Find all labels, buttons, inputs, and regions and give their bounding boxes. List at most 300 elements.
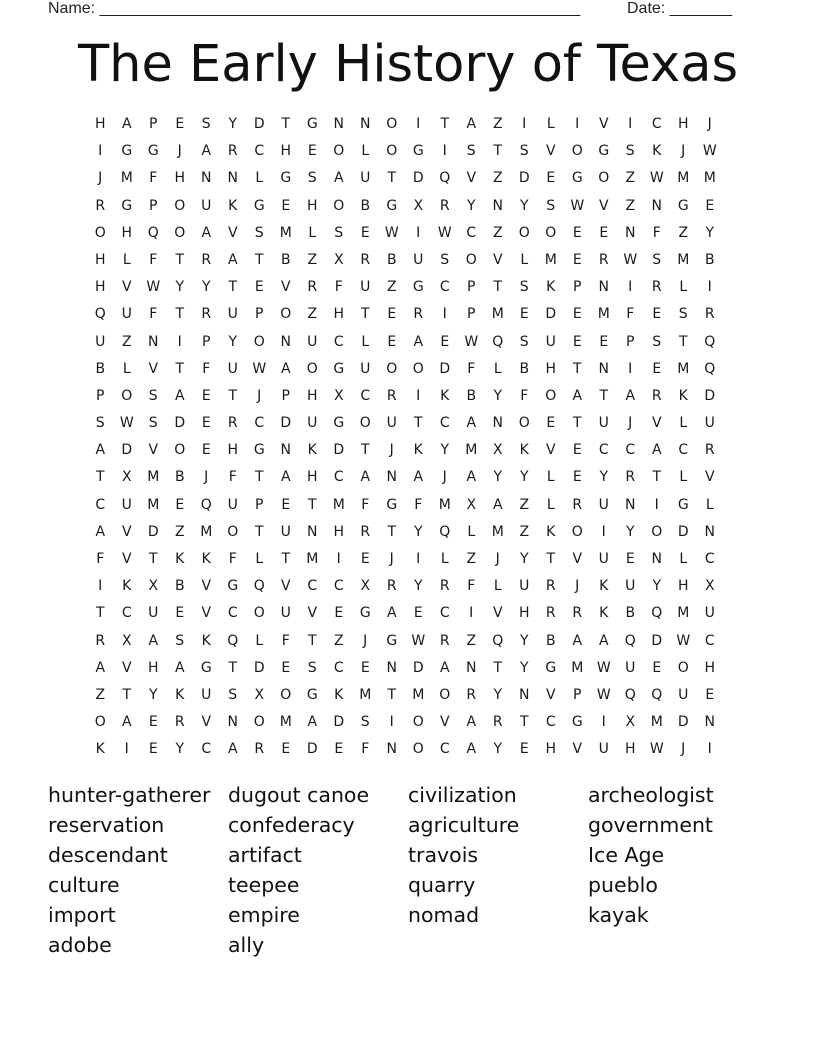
grid-letter: N [386, 659, 397, 676]
grid-letter: E [572, 333, 582, 350]
grid-letter: A [227, 741, 238, 758]
grid-letter: Z [519, 496, 530, 513]
grid-letter: U [280, 523, 291, 540]
grid-letter: F [202, 360, 211, 377]
grid-letter: W [702, 143, 717, 160]
grid-letter: Y [519, 659, 529, 676]
grid-letter: P [281, 387, 290, 404]
grid-letter: T [254, 251, 264, 268]
grid-letter: Q [492, 632, 504, 649]
grid-letter: C [333, 469, 344, 486]
grid-letter: G [253, 197, 265, 214]
grid-letter: U [360, 360, 371, 377]
grid-letter: Y [175, 279, 185, 296]
grid-letter: H [333, 306, 345, 323]
grid-letter: I [654, 496, 659, 513]
grid-letter: T [360, 306, 370, 323]
grid-letter: O [412, 741, 424, 758]
grid-row [87, 685, 723, 712]
grid-letter: D [704, 387, 716, 404]
grid-letter: T [599, 387, 609, 404]
grid-letter: Q [624, 632, 636, 649]
grid-letter: G [412, 279, 424, 296]
grid-letter: E [201, 387, 211, 404]
grid-letter: P [467, 279, 476, 296]
grid-letter: O [280, 306, 292, 323]
grid-letter: C [360, 387, 371, 404]
grid-letter: R [201, 251, 212, 268]
grid-letter: B [386, 251, 397, 268]
grid-letter: G [306, 686, 318, 703]
grid-letter: M [677, 360, 690, 377]
grid-letter: G [677, 496, 689, 513]
grid-letter: V [572, 551, 583, 567]
grid-letter: B [174, 578, 185, 595]
grid-letter: E [519, 741, 529, 758]
grid-letter: V [572, 741, 583, 758]
grid-letter: O [227, 523, 239, 540]
grid-row [87, 277, 723, 304]
grid-letter: U [121, 496, 132, 513]
grid-letter: Y [493, 469, 503, 486]
grid-letter: Q [704, 333, 716, 350]
grid-letter: D [677, 714, 689, 731]
grid-letter: F [467, 360, 476, 377]
grid-letter: I [522, 116, 527, 132]
word-bank-item: import [48, 903, 116, 927]
grid-letter: Y [493, 686, 503, 703]
grid-letter: B [704, 251, 715, 268]
grid-letter: A [95, 523, 106, 540]
grid-letter: E [546, 415, 556, 432]
grid-letter: D [677, 523, 689, 540]
grid-letter: U [227, 496, 238, 513]
grid-letter: A [651, 442, 662, 459]
grid-letter: C [439, 741, 450, 758]
grid-letter: T [281, 551, 291, 567]
grid-letter: G [571, 714, 583, 731]
grid-letter: X [121, 632, 132, 649]
grid-letter: O [333, 197, 345, 214]
grid-letter: D [280, 415, 292, 432]
word-bank-item: archeologist [588, 783, 714, 807]
grid-letter: I [628, 116, 633, 132]
grid-letter: H [333, 523, 345, 540]
grid-letter: S [307, 170, 317, 187]
grid-letter: K [228, 197, 238, 214]
grid-letter: O [412, 360, 424, 377]
word-bank-item: adobe [48, 933, 112, 957]
grid-letter: L [467, 523, 476, 540]
grid-letter: L [493, 360, 502, 377]
grid-letter: E [175, 605, 185, 622]
grid-letter: N [227, 714, 238, 731]
grid-row [87, 603, 723, 630]
grid-letter: S [440, 251, 450, 268]
word-bank-column [228, 780, 406, 960]
grid-letter: J [628, 415, 633, 432]
grid-letter: T [387, 170, 397, 187]
grid-letter: M [200, 523, 213, 540]
grid-letter: V [121, 659, 132, 676]
grid-letter: Y [519, 197, 529, 214]
grid-letter: K [678, 387, 688, 404]
grid-letter: Z [174, 523, 185, 540]
grid-letter: U [227, 360, 238, 377]
grid-letter: Z [466, 632, 477, 649]
grid-letter: Y [625, 523, 635, 540]
grid-letter: U [413, 251, 424, 268]
grid-letter: E [360, 551, 370, 567]
grid-letter: A [333, 170, 344, 187]
grid-letter: S [360, 714, 370, 731]
grid-row [87, 304, 723, 331]
grid-letter: G [412, 143, 424, 160]
grid-letter: E [201, 415, 211, 432]
grid-letter: G [359, 605, 371, 622]
grid-letter: Z [678, 224, 689, 241]
grid-letter: K [546, 279, 556, 296]
grid-letter: M [120, 170, 133, 187]
grid-letter: E [546, 170, 556, 187]
grid-letter: L [705, 496, 714, 513]
grid-letter: P [255, 306, 264, 323]
grid-letter: F [149, 170, 158, 187]
grid-letter: O [174, 442, 186, 459]
grid-letter: C [254, 143, 265, 160]
grid-letter: U [280, 605, 291, 622]
grid-letter: O [280, 686, 292, 703]
word-bank-column [588, 780, 766, 930]
grid-letter: I [98, 578, 103, 595]
grid-letter: N [492, 415, 503, 432]
grid-letter: L [255, 170, 264, 187]
grid-letter: Y [228, 116, 238, 132]
grid-letter: L [440, 551, 449, 567]
grid-letter: O [306, 360, 318, 377]
grid-letter: S [148, 387, 158, 404]
grid-letter: M [147, 469, 160, 486]
grid-letter: H [94, 251, 106, 268]
word-bank-item: agriculture [408, 813, 520, 837]
grid-letter: W [464, 333, 479, 350]
grid-letter: Y [493, 387, 503, 404]
grid-letter: C [598, 442, 609, 459]
grid-letter: W [596, 686, 611, 703]
grid-letter: A [466, 469, 477, 486]
grid-letter: W [437, 224, 452, 241]
grid-letter: S [254, 224, 264, 241]
grid-letter: S [201, 116, 211, 132]
grid-letter: U [148, 605, 159, 622]
grid-letter: T [572, 415, 582, 432]
grid-letter: R [227, 143, 238, 160]
grid-letter: J [442, 469, 447, 486]
grid-letter: P [149, 116, 158, 132]
grid-letter: G [147, 143, 159, 160]
word-bank-item: pueblo [588, 873, 658, 897]
grid-letter: J [363, 632, 368, 649]
grid-letter: J [575, 578, 580, 595]
grid-letter: G [121, 143, 133, 160]
grid-letter: W [252, 360, 267, 377]
grid-letter: J [98, 170, 103, 187]
grid-letter: M [571, 659, 584, 676]
grid-letter: O [253, 714, 265, 731]
grid-letter: T [387, 686, 397, 703]
grid-letter: X [333, 251, 344, 268]
grid-letter: T [95, 469, 105, 486]
grid-letter: I [628, 279, 633, 296]
grid-letter: V [492, 605, 503, 622]
grid-letter: R [545, 605, 556, 622]
grid-letter: Q [253, 578, 265, 595]
grid-letter: T [254, 469, 264, 486]
grid-letter: T [546, 551, 556, 567]
grid-letter: P [626, 333, 635, 350]
grid-letter: M [279, 224, 292, 241]
name-field: Name: ______________________________________________________ [48, 0, 581, 17]
grid-letter: D [545, 306, 557, 323]
grid-letter: A [174, 659, 185, 676]
grid-letter: E [652, 659, 662, 676]
grid-letter: D [333, 714, 345, 731]
grid-letter: R [545, 578, 556, 595]
grid-letter: U [307, 415, 318, 432]
grid-letter: U [678, 686, 689, 703]
grid-letter: U [95, 333, 106, 350]
grid-letter: S [148, 415, 158, 432]
grid-letter: H [306, 387, 318, 404]
grid-letter: B [280, 251, 291, 268]
grid-letter: R [651, 279, 662, 296]
grid-letter: F [228, 551, 237, 567]
grid-letter: T [228, 279, 238, 296]
grid-letter: Y [148, 686, 158, 703]
grid-letter: E [360, 659, 370, 676]
grid-letter: Q [624, 686, 636, 703]
grid-letter: H [624, 741, 636, 758]
grid-letter: T [307, 632, 317, 649]
grid-letter: I [707, 741, 712, 758]
grid-letter: H [94, 116, 106, 132]
grid-letter: K [519, 442, 529, 459]
grid-letter: C [545, 714, 556, 731]
grid-letter: A [280, 360, 291, 377]
grid-letter: T [281, 116, 291, 132]
grid-letter: U [598, 741, 609, 758]
grid-letter: C [466, 224, 477, 241]
grid-row [87, 495, 723, 522]
grid-letter: T [175, 360, 185, 377]
grid-letter: E [307, 143, 317, 160]
grid-letter: U [201, 197, 212, 214]
grid-letter: R [201, 306, 212, 323]
word-bank-column [408, 780, 586, 930]
grid-letter: E [175, 496, 185, 513]
grid-letter: N [625, 224, 636, 241]
word-search-grid [87, 114, 723, 767]
grid-letter: Z [492, 116, 503, 132]
grid-letter: W [411, 632, 426, 649]
grid-letter: J [681, 143, 686, 160]
grid-letter: G [200, 659, 212, 676]
grid-letter: V [227, 224, 238, 241]
grid-letter: B [466, 387, 477, 404]
grid-letter: C [254, 415, 265, 432]
word-bank-item: reservation [48, 813, 165, 837]
grid-letter: U [598, 496, 609, 513]
grid-letter: V [148, 360, 159, 377]
grid-letter: X [360, 578, 371, 595]
grid-letter: O [94, 224, 106, 241]
grid-letter: C [651, 116, 662, 132]
grid-letter: G [253, 442, 265, 459]
grid-letter: D [518, 170, 530, 187]
grid-letter: M [412, 686, 425, 703]
grid-letter: V [598, 197, 609, 214]
grid-letter: T [228, 387, 238, 404]
grid-letter: T [519, 714, 529, 731]
grid-letter: M [332, 496, 345, 513]
grid-row [87, 223, 723, 250]
grid-letter: Y [599, 469, 609, 486]
grid-letter: N [360, 116, 371, 132]
grid-row [87, 168, 723, 195]
grid-letter: M [465, 442, 478, 459]
grid-letter: E [572, 306, 582, 323]
grid-letter: G [333, 415, 345, 432]
grid-letter: O [253, 333, 265, 350]
grid-letter: J [389, 442, 394, 459]
grid-letter: E [652, 360, 662, 377]
grid-letter: E [360, 224, 370, 241]
grid-letter: Z [386, 279, 397, 296]
grid-letter: D [439, 360, 451, 377]
grid-letter: H [121, 224, 133, 241]
grid-letter: P [573, 279, 582, 296]
grid-letter: V [201, 605, 212, 622]
grid-letter: X [704, 578, 715, 595]
grid-letter: B [360, 197, 371, 214]
grid-letter: A [307, 714, 318, 731]
grid-letter: J [681, 741, 686, 758]
grid-letter: E [387, 333, 397, 350]
grid-letter: K [546, 523, 556, 540]
word-bank-item: teepee [228, 873, 300, 897]
grid-letter: A [280, 469, 291, 486]
grid-letter: M [438, 496, 451, 513]
grid-letter: Z [121, 333, 132, 350]
grid-letter: H [545, 360, 557, 377]
grid-letter: V [651, 415, 662, 432]
grid-letter: B [95, 360, 106, 377]
grid-letter: N [704, 714, 715, 731]
grid-letter: F [414, 496, 423, 513]
grid-row [87, 522, 723, 549]
grid-letter: L [122, 251, 131, 268]
grid-letter: O [359, 415, 371, 432]
grid-letter: S [95, 415, 105, 432]
grid-letter: N [148, 333, 159, 350]
grid-letter: U [625, 659, 636, 676]
grid-letter: E [625, 551, 635, 567]
grid-letter: L [255, 551, 264, 567]
grid-letter: V [201, 578, 212, 595]
grid-letter: D [412, 170, 424, 187]
grid-letter: E [175, 116, 185, 132]
grid-letter: M [703, 170, 716, 187]
grid-letter: T [95, 605, 105, 622]
grid-letter: K [175, 551, 185, 567]
grid-letter: J [495, 551, 500, 567]
grid-letter: F [626, 306, 635, 323]
grid-letter: H [518, 605, 530, 622]
grid-letter: M [359, 686, 372, 703]
grid-letter: V [545, 143, 556, 160]
grid-letter: W [596, 659, 611, 676]
grid-letter: T [440, 116, 450, 132]
grid-letter: O [253, 605, 265, 622]
grid-letter: O [545, 224, 557, 241]
grid-letter: Q [439, 170, 451, 187]
grid-letter: E [705, 686, 715, 703]
grid-letter: G [386, 632, 398, 649]
grid-letter: Z [95, 686, 106, 703]
grid-letter: M [491, 523, 504, 540]
grid-letter: L [546, 469, 555, 486]
grid-letter: R [254, 741, 265, 758]
grid-row [87, 386, 723, 413]
grid-letter: Q [227, 632, 239, 649]
grid-letter: A [572, 387, 583, 404]
word-bank-item: culture [48, 873, 120, 897]
grid-letter: G [280, 170, 292, 187]
grid-letter: A [95, 442, 106, 459]
grid-letter: F [228, 469, 237, 486]
grid-letter: S [519, 279, 529, 296]
grid-letter: U [598, 551, 609, 567]
grid-letter: Z [519, 523, 530, 540]
grid-letter: L [546, 496, 555, 513]
grid-letter: F [361, 496, 370, 513]
grid-letter: O [94, 714, 106, 731]
grid-row [87, 250, 723, 277]
grid-letter: V [201, 714, 212, 731]
grid-letter: V [148, 442, 159, 459]
grid-letter: B [174, 469, 185, 486]
word-bank-item: kayak [588, 903, 649, 927]
grid-letter: T [652, 469, 662, 486]
grid-letter: Q [651, 605, 663, 622]
grid-letter: Y [705, 224, 715, 241]
grid-letter: K [652, 143, 662, 160]
grid-letter: E [599, 333, 609, 350]
grid-letter: Y [228, 333, 238, 350]
grid-letter: O [386, 116, 398, 132]
grid-letter: F [149, 251, 158, 268]
grid-letter: F [96, 551, 105, 567]
grid-letter: C [704, 551, 715, 567]
grid-letter: G [121, 197, 133, 214]
grid-letter: H [280, 143, 292, 160]
grid-letter: F [652, 224, 661, 241]
grid-letter: J [389, 551, 394, 567]
grid-row [87, 359, 723, 386]
grid-letter: A [625, 387, 636, 404]
grid-letter: Z [492, 224, 503, 241]
grid-row [87, 739, 723, 766]
